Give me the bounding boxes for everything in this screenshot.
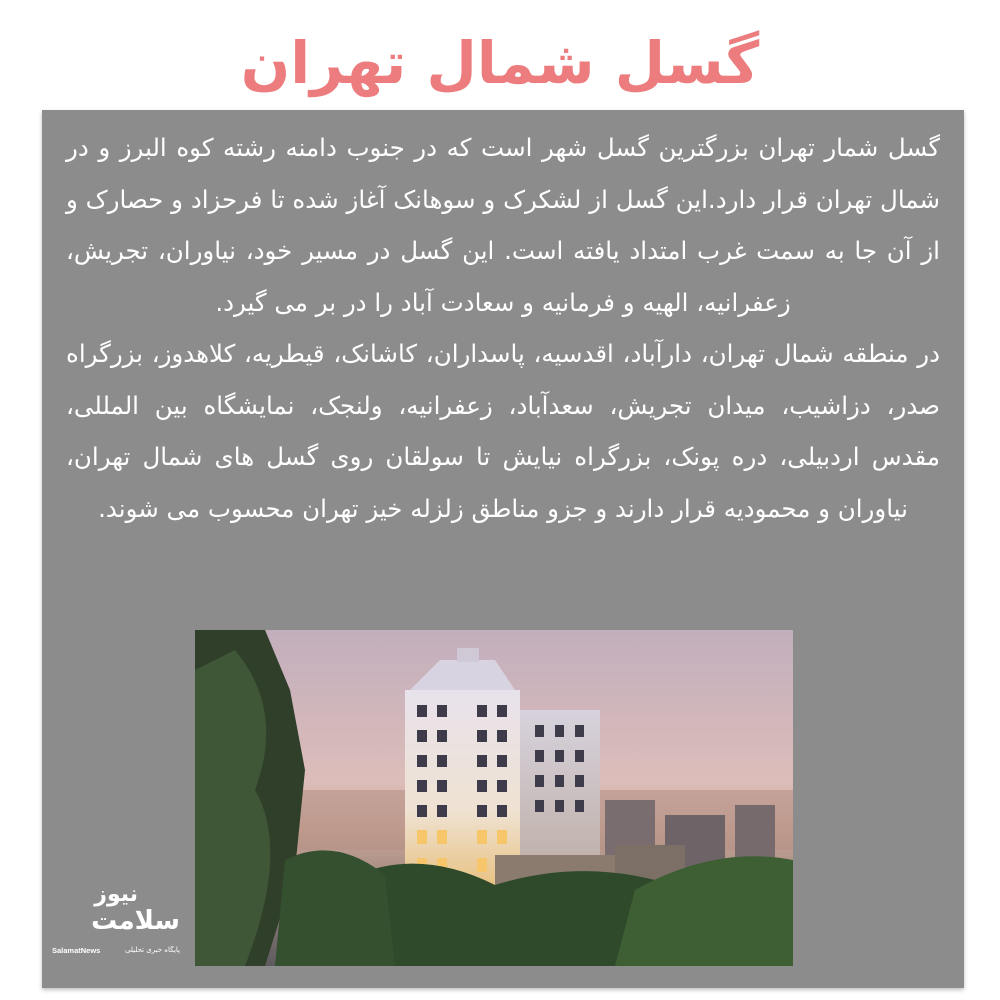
content-panel (42, 110, 964, 988)
salamatnews-logo (46, 878, 186, 968)
logo-main-text: سلامت (91, 906, 180, 936)
article-paragraph-2: در منطقه شمال تهران، دارآباد، اقدسیه، پاسداران، کاشانک، قیطریه، کلاهدوز، بزرگراه صدر، دزاشیب، میدان تجریش، سعدآباد، زعفرانیه، ولنجک، نمایشگاه بین المللی، مقدس اردبیلی، دره پونک، بزرگراه نیایش تا سولقان روی گسل های شمال تهران، نیاوران و محمودیه قرار دارند و جزو مناطق زلزله خیز تهران محسوب می شوند. (66, 339, 940, 523)
building-photo (195, 630, 793, 966)
logo-subtitle: پایگاه خبری تحلیلی (125, 946, 180, 954)
logo-english-text: SalamatNews (52, 946, 101, 955)
article-paragraph-1: گسل شمار تهران بزرگترین گسل شهر است که در جنوب دامنه رشته کوه البرز و در شمال تهران قرار دارد.این گسل از لشکرک و سوهانک آغاز شده تا فرحزاد و حصارک و از آن جا به سمت غرب امتداد یافته است. این گسل در مسیر خود، نیاوران، تجریش، زعفرانیه، الهیه و فرمانیه و سعادت آباد را در بر می گیرد. (66, 133, 940, 317)
page-title: گسل شمال تهران (240, 29, 760, 97)
logo-top-text: نیوز (94, 882, 138, 907)
article-body (66, 122, 940, 534)
